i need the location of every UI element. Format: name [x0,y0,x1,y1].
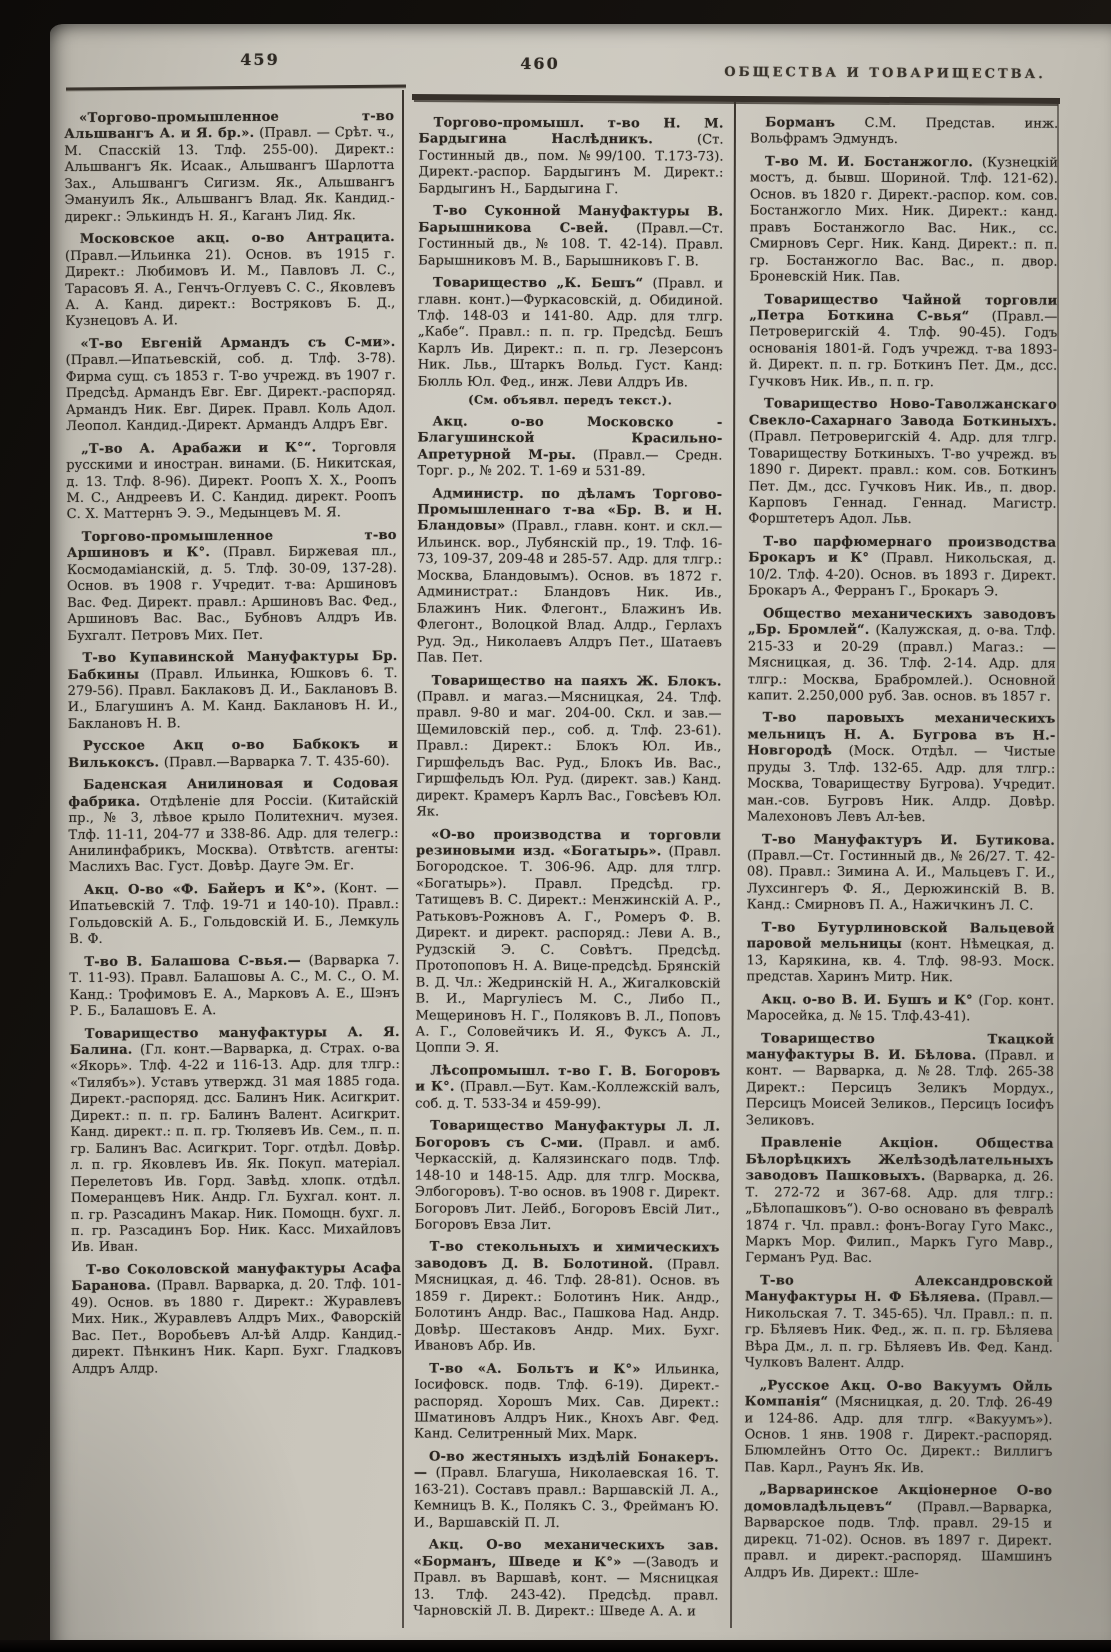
directory-entry: «Торгово-промышленное т-во Альшвангъ А. и Я. бр.». (Правл. — Срѣт. ч., М. Спасскій 13. Тлф. 255-00). Директ.: Альшвангъ Як. Исаак., Альшвангъ Шарлотта Зах., Альшвангъ Сигизм. Як., Альшвангъ Эмануилъ Як., Альшвангъ Влад. Як. Кандид.-дирекг.: Элькиндъ Н. Я., Каганъ Лид. Як. [64,109,395,225]
entry-company-name: Русское Акц о-во Бабкокъ и Вилькоксъ. [68,737,399,771]
directory-entry: Товарищество Ткацкой мануфактуры В. И. Бѣлова. (Правл. и конт. — Варварка, д. №28. Тлф. 265-38 Директ.: Персицъ Зеликъ Мордух., Персицъ Моисей Зеликов., Персицъ Іосифъ Зеликовъ. [745,1030,1055,1129]
directory-entry: Т-во «А. Больтъ и К°» Ильинка, Іосифовск. подв. Тлф. 6-19). Директ.-распоряд. Хорошъ Мих. Сав. Директ.: Шматиновъ Алдръ Ник., Кнохъ Авг. Фед. Канд. Селитренный Мих. Марк. [414,1361,720,1443]
column-459 [64,109,402,1384]
directory-entry: Акц. О-во механическихъ зав. «Борманъ, Шведе и К°» —(Заводъ и Правл. въ Варшавѣ, конт. — Мясницкая 13. Тлф. 243-42). Предсѣд. правл. Чарновскій Л. В. Директ.: Шведе А. А. и [413,1537,719,1620]
directory-entry: Товарищество мануфактуры А. Я. Балина. (Гл. конт.—Варварка, д. Страх. о-ва «Якорь». Тлф. 4-22 и 116-13. Адр. для тлгр.: «Тилябъ»). Уставъ утвержд. 31 мая 1885 года. Директ.-распоряд. дсс. Балинъ Ник. Асигкрит. Директ.: п. п. гр. Балинъ Валент. Асигкрит. Канд. директ.: п. п. гр. Тюляевъ Ив. Сем., п. п. гр. Балинъ Вас. Асигкрит. Торг. отдѣл. Довѣр. л. п. гр. Яковлевъ Ив. Як. Покуп. матеріал. Перелетовъ Ив. Горд. Завѣд. хлопк. отдѣл. Померанцевъ Ник. Андр. Гл. Бухгал. конт. л. п. гр. Разсадинъ Макар. Ник. Помощн. бухг. л. п. гр. Разсадинъ Бор. Ник. Касс. Михайловъ Ив. Иван. [69,1024,401,1256]
page-number-left: 459 [240,50,280,69]
entry-company-name: Торгово-промышл. т-во Н. М. Бардыгина Наслѣдникъ. [418,115,724,148]
directory-entry: Товарищество „К. Бешъ“ (Правл. и главн. конт.)—Фуркасовскій, д. Обидиной. Тлф. 148-03 и 141-80. Адр. для тлгр. „Кабе“. Правл.: п. п. гр. Предсѣд. Бешъ Карлъ Ив. Директ.: п. п. гр. Лезерсонъ Ник. Льв., Штаркъ Вольд. Густ. Канд: Бюлль Юл. Фед., инж. Леви Алдръ Ив. (См. объявл. передъ текст.). [417,275,724,408]
directory-entry: Товарищество Чайной торговли „Петра Боткина С-вья“ (Правл.— Петроверигскій 4. Тлф. 90-45). Годъ основанія 1801-й. Годъ учрежд. т-ва 1893-й. Директ. п. п. гр. Боткинъ Пет. Дм., дсс. Гучковъ Ник. Ив., п. п. гр. [749,291,1058,390]
entry-company-name: Т-во Мануфактуръ И. Бутикова. [762,831,1056,849]
directory-entry: „Т-во А. Арабажи и К°“. Торговля русскими и иностран. винами. (Б. Никитская, д. 13. Тлф. 8-96). Директ. Роопъ Х. Х., Роопъ М. С., Андреевъ И. С. Кандид. директ. Роопъ С. Х. Маттернъ Э. Э., Медынцевъ М. Я. [66,439,397,523]
entry-company-name: Правленіе Акціон. Общества Бѣлорѣцкихъ Желѣзодѣлательныхъ заводовъ Пашковыхъ. [745,1135,1054,1185]
column-460-right [744,115,1058,1588]
entry-company-name: «Т-во Евгеній Армандъ съ С-ми». [80,334,396,352]
directory-entry: Московское акц. о-во Антрацита. (Правл.—Ильинка 21). Основ. въ 1915 г. Директ.: Любимовъ И. М., Павловъ Л. С., Тарасовъ Я. А., Генчъ-Оглуевъ С. С., Яковлевъ А. А. Канд. директ.: Востряковъ Б. Д., Кузнецовъ А. И. [64,230,396,330]
directory-entry: Торгово-промышл. т-во Н. М. Бардыгина Наслѣдникъ. (Ст. Гостинный дв., пом. №99/100. Т.173-73). Директ.-распор. Бардыгинъ М. Директ.: Бардыгинъ Н., Бардыгина Г. [418,115,724,197]
entry-company-name: Баденская Анилиновая и Содовая фабрика. [68,776,399,810]
directory-entry: Т-во Купавинской Мануфактуры Бр. Бабкины (Правл. Ильинка, Юшковъ 6. Т. 279-56). Правл. Баклаковъ Д. И., Баклановъ В. И., Благушинъ А. М. Канд. Баклановъ Н. И., Баклановъ Н. В. [67,649,398,732]
directory-entry: Т-во Александровской Мануфактуры Н. Ф Бѣляева. (Правл.—Никольская 7. Т. 345-65). Чл. Правл.: п. п. гр. Бѣляевъ Ник. Фед., ж. п. п. гр. Бѣляева Вѣра Дм., л. п. гр. Бѣляевъ Ив. Фед. Канд. Чулковъ Валент. Алдр. [744,1273,1054,1372]
entry-company-name: «О-во производства и торговли резиновыми изд. «Богатырь». [416,827,722,860]
entry-company-name: Товарищество на паяхъ Ж. Блокъ. [431,673,722,690]
header-rule-right-page [412,94,1060,104]
directory-entry: Т-во стекольныхъ и химическихъ заводовъ Д. В. Болотиной. (Правл. Мясницкая, д. 46. Тлф. 28-81). Основ. въ 1859 г. Директ.: Болотинъ Ник. Андр., Болотинъ Андр. Вас., Пашкова Над. Андр. Довѣр. Шестаковъ Андр. Мих. Бухг. Ивановъ Абр. Ив. [414,1239,720,1355]
directory-entry: Акц. о-во Московско - Благушинской Красильно-Апретурной М-ры. (Правл.— Средн. Торг. р., № 202. Т. 1-69 и 531-89. [417,414,723,480]
entry-company-name: Борманъ [765,115,836,131]
directory-entry: Администр. по дѣламъ Торгово-Промышленнаго т-ва «Бр. В. и Н. Бландовы» (Правл., главн. конт. и скл.—Ильинск. вор., Лубянскій пр., 19. Тлф. 16-73, 109-37, 209-48 и 285-57. Адр. для тлгр.: Москва, Бландовымъ). Основ. въ 1872 г. Администрат.: Бландовъ Ник. Ив., Блажинъ Ник. Флегонт., Блажинъ Ив. Флегонт., Волоцкой Влад. Алдр., Герлахъ Руд. Эд., Николаевъ Алдръ Пет., Шатаевъ Пав. Пет. [416,486,723,666]
page-divider-line [402,90,404,1628]
directory-entry: Лѣсопромышл. т-во Г. В. Богоровъ и К°. (Правл.—Бут. Кам.-Коллежскій валъ, соб. д. Т. 533-34 и 459-99). [415,1063,721,1112]
directory-entry: Акц. о-во В. И. Бушъ и К° (Гор. конт. Маросейка, д. № 15. Тлф.43-41). [746,992,1055,1025]
directory-entry: Общество механическихъ заводовъ „Бр. Бромлей“. (Калужская, д. о-ва. Тлф. 215-33 и 20-29 (правл.) Магаз.: —Мясницкая, д. 36. Тлф. 2-14. Адр. для тлгр.: Москва, Брабромлей.). Основной капит. 2.250,000 руб. Зав. основ. въ 1857 г. [747,606,1057,705]
entry-company-name: Т-во стекольныхъ и химическихъ заводовъ Д. В. Болотиной. [414,1239,720,1273]
entry-company-name: Лѣсопромышл. т-во Г. В. Богоровъ и К°. [415,1063,721,1095]
directory-entry: Товарищество Ново-Таволжанскаго Свекло-Сахарнаго Завода Боткиныхъ. (Правл. Петроверигскій 4. Адр. для тлгр. Товариществу Боткиныхъ. Т-во учрежд. въ 1890 г. Директ. правл.: ком. сов. Боткинъ Пет. Дм., дсс. Гучковъ Ник. Ив., п. двор. Карповъ Геннад. Геннад. Магистр. Форштетеръ Адол. Льв. [748,396,1057,528]
entry-company-name: „Варваринское Акціонерное О-во домовладѣльцевъ“ [744,1482,1053,1515]
entry-company-name: Т-во М. И. Бостанжогло. [764,154,974,171]
entry-company-name: Т-во парфюмернаго производства Брокаръ и К° [748,534,1057,567]
directory-entry: Торгово-промышленное т-во Аршиновъ и К°. (Правл. Биржевая пл., Космодаміанскій, д. 5. Тлф. 30-09, 137-28). Основ. въ 1908 г. Учредит. т-ва: Аршиновъ Вас. Фед. Директ. правл.: Аршиновъ Вас. Фед., Аршиновъ Вас. Вас., Бубновъ Алдръ Ив. Бухгалт. Петровъ Мих. Пет. [66,527,398,644]
entry-company-name: Акц. о-во В. И. Бушъ и К° [761,992,973,1008]
entry-company-name: Товарищество Ново-Таволжанскаго Свекло-Сахарнаго Завода Боткиныхъ. [748,396,1057,430]
entry-company-name: Акц. о-во Московско - Благушинской Красильно-Апретурной М-ры. [417,414,723,463]
directory-entry: Правленіе Акціон. Общества Бѣлорѣцкихъ Желѣзодѣлательныхъ заводовъ Пашковыхъ. (Варварка, д. 26. Т. 272-72 и 367-68. Адр. для тлгр.: „Бѣлопашковъ“). О-во основано въ февралѣ 1874 г. Чл. правл.: фонъ-Вогау Гуго Макс., Маркъ Мор. Филип., Маркъ Гуго Мавр., Германъ Руд. Вас. [745,1135,1054,1267]
entry-company-name: Московское акц. о-во Антрацита. [79,230,395,248]
running-title: ОБЩЕСТВА И ТОВАРИЩЕСТВА. [724,64,1046,83]
column-460-left [413,115,723,1626]
entry-company-name: Акц. О-во механическихъ зав. «Борманъ, Шведе и К°» [413,1537,719,1570]
entry-company-name: „Русское Акц. О-во Вакуумъ Ойль Компанія“ [744,1378,1053,1410]
entry-company-name: Товарищество „К. Бешъ“ [433,275,644,292]
entry-company-name: Т-во Бутурлиновской Вальцевой паровой мельницы [746,920,1055,953]
directory-entry: «О-во производства и торговли резиновыми изд. «Богатырь». (Правл. Богородское. Т. 306-96. Адр. для тлгр. «Богатырь»). Правл. Предсѣд. гр. Татищевъ В. С. Директ.: Менжинскій А. Р., Ратьковъ-Рожновъ А. Г., Ромеръ Ф. В. Директ. и директ. распоряд.: Леви А. В., Рудзскій Э. С. Совѣтъ. Предсѣд. Протопоповъ Н. А. Вице-предсѣд. Брянскій В. Д. Чл.: Жедринскій Н. А., Жигалковскій В. И., Маргуліесъ М. С., Либо П., Мещериновъ Н. Г., Поляковъ В. Л., Поповъ А. Г., Соловейчикъ И. Я., Фуксъ А. Л., Цоппи Э. Я. [415,827,722,1057]
directory-entry: Борманъ С.М. Представ. инж. Вольфрамъ Эдмундъ. [750,115,1059,148]
entry-company-name: «Торгово-промышленное т-во Альшвангъ А. и Я. бр.». [64,109,395,143]
page-number-right: 460 [520,54,560,73]
entry-company-name: Торгово-промышленное т-во Аршиновъ и К°. [66,527,397,562]
entry-company-name: Общество механическихъ заводовъ „Бр. Бромлей“. [747,606,1057,639]
directory-entry: Т-во Соколовской мануфактуры Асафа Баранова. (Правл. Варварка, д. 20. Тлф. 101-49). Основ. въ 1880 г. Директ.: Журавлевъ Мих. Ник., Журавлевъ Алдръ Мих., Фаворскій Вас. Пет., Воробьевъ Ал-ѣй Алдр. Кандид.-директ. Пѣнкинъ Ник. Карп. Бухг. Гладковъ Алдръ Алдр. [71,1260,402,1377]
directory-entry: Т-во Мануфактуръ И. Бутикова. (Правл.—Ст. Гостинный дв., № 26/27. Т. 42-08). Правл.: Зимина А. И., Мальцевъ Г. И., Лухсингеръ Ф. Я., Дерюжинскій В. В. Канд.: Смирновъ П. А., Нажичкинъ Л. С. [746,831,1056,914]
entry-company-name: Т-во Суконной Мануфактуры В. Барышникова С-вей. [418,203,724,236]
entry-company-name: Т-во Соколовской мануфактуры Асафа Баранова. [71,1260,402,1295]
entry-company-name: Акц. О-во «Ф. Байеръ и К°». [83,881,326,898]
directory-entry: Т-во В. Балашова С-вья.— (Варварка 7. Т. 11-93). Правл. Балашовы А. С., М. С., О. М. Канд.: Трофимовъ Е. А., Марковъ А. Е., Шэнъ Р. Б., Балашовъ Е. А. [69,952,400,1020]
directory-entry: Русское Акц о-во Бабкокъ и Вилькоксъ. (Правл.—Варварка 7. Т. 435-60). [68,737,399,771]
directory-entry: Товарищество на паяхъ Ж. Блокъ. (Правл. и магаз.—Мясницкая, 24. Тлф. правл. 9-80 и маг. 204-00. Скл. и зав.—Щемиловскій пер., соб. д. Тлф. 23-61). Правл.: Директ.: Блокъ Юл. Ив., Гиршфельдъ Вас. Руд., Блокъ Ив. Вас., Гиршфельдъ Юл. Руд. (директ. зав.) Канд. директ. Крамеръ Карлъ Вас., Говсѣевъ Юл. Як. [416,673,722,820]
directory-entry: Акц. О-во «Ф. Байеръ и К°». (Конт. —Ипатьевскій 7. Тлф. 19-71 и 140-10). Правл.: Гольдовскій А. Б., Гольдовскій И. Б., Лемкуль В. Ф. [68,880,400,948]
entry-company-name: Администр. по дѣламъ Торгово-Промышленнаго т-ва «Бр. В. и Н. Бландовы» [417,486,723,535]
directory-entry: «Т-во Евгеній Армандъ съ С-ми». (Правл.—Ипатьевскій, соб. д. Тлф. 3-78). Фирма сущ. съ 1853 г. Т-во учрежд. въ 1907 г. Предсѣд. Армандъ Евг. Евг. Директ.-распоряд. Армандъ Ник. Евг. Дирек. Правл. Коль Адол. Леопол. Кандид.-Директ. Армандъ Алдръ Евг. [65,334,396,435]
entry-company-name: „Т-во А. Арабажи и К°“. [81,440,317,457]
directory-entry: „Варваринское Акціонерное О-во домовладѣльцевъ“ (Правл.—Варварка, Варварское подв. Тлф. правл. 29-15 и дирекц. 71-02). Основ. въ 1897 г. Директ. правл. и директ.-распоряд. Шамшинъ Алдръ Ив. Директ.: Шле- [743,1482,1053,1581]
entry-company-name: Товарищество Ткацкой мануфактуры В. И. Бѣлова. [746,1030,1055,1064]
directory-entry: Т-во М. И. Бостанжогло. (Кузнецкій мостъ, д. бывш. Шориной. Тлф. 121-62). Основ. въ 1820 г. Директ.-распор. ком. сов. Бостанжогло Мих. Ник. Директ.: канд. правъ Бостанжогло Вас. Ник., сс. Смирновъ Серг. Ник. Канд. Директ.: п. п. гр. Бостанжогло Вас. Вас., п. двор. Броневскій Ник. Пав. [749,154,1059,286]
directory-entry: Т-во Суконной Мануфактуры В. Барышникова С-вей. (Правл.—Ст. Гостинный дв., № 108. Т. 42-14). Правл. Барышниковъ М. В., Барышниковъ Г. В. [418,203,724,270]
entry-company-name: Товарищество Мануфактуры Л. Л. Богоровъ съ С-ми. [415,1118,721,1151]
book-page-paper [50,24,1111,1642]
entry-company-name: Т-во «А. Больтъ и К°» [429,1361,641,1377]
directory-entry: О-во жестяныхъ издѣлій Бонакеръ.— (Правл. Благуша, Николаевская 16. Т. 163-21). Составъ правл.: Варшавскій Л. А., Кемницъ В. К., Полякъ С. З., Фрейманъ Ю. И., Варшавскій П. Л. [413,1449,719,1531]
entry-company-name: Т-во В. Балашова С-вья.— [84,953,301,970]
entry-company-name: Товарищество мануфактуры А. Я. Балина. [69,1024,400,1059]
entry-company-name: Товарищество Чайной торговли „Петра Боткина С-вья“ [749,291,1058,325]
entry-company-name: Т-во паровыхъ механическихъ мельницъ Н. А. Бугрова въ Н.-Новгородѣ [747,710,1056,760]
entry-company-name: О-во жестяныхъ издѣлій Бонакеръ.— [413,1449,719,1481]
directory-entry: Баденская Анилиновая и Содовая фабрика. Отдѣленіе для Россіи. (Китайскій пр., № 3, лѣвое крыло Политехнич. музея. Тлф. 11-11, 204-77 и 338-86. Адр. для телегр.: Анилинфабрикъ, Москва). Отвѣтств. агенты: Маслихъ Вас. Густ. Довѣр. Дауге Эм. Ег. [68,776,399,876]
entry-company-name: Т-во Александровской Мануфактуры Н. Ф Бѣляева. [745,1273,1054,1306]
header-rule-left-page [66,85,406,91]
directory-entry: Товарищество Мануфактуры Л. Л. Богоровъ съ С-ми. (Правл. и амб. Черкасскій, д. Калязинскаго подв. Тлф. 148-10 и 148-15. Адр. для тлгр. Москва, Элбогоровъ). Т-во основ. въ 1908 г. Директ. Богоровъ Лит. Лейб., Богоровъ Евсій Лит., Богоровъ Евза Лит. [414,1118,721,1233]
directory-entry: „Русское Акц. О-во Вакуумъ Ойль Компанія“ (Мясницкая, д. 20. Тлф. 26-49 и 124-86. Адр. для тлгр. «Вакуумъ»). Основ. 1 янв. 1908 г. Директ.-распоряд. Блюмлейнъ Отто Ос. Директ.: Виллигъ Пав. Карл., Раунъ Як. Ив. [744,1378,1053,1476]
entry-company-name: Т-во Купавинской Мануфактуры Бр. Бабкины [67,649,398,683]
directory-entry: Т-во паровыхъ механическихъ мельницъ Н. А. Бугрова въ Н.-Новгородѣ (Моск. Отдѣл. — Чистые пруды 3. Тлф. 132-65. Адр. для тлгр.: Москва, Товариществу Бугрова). Учредит. ман.-сов. Бугровъ Ник. Алдр. Довѣр. Малехоновъ Левъ Ал-ѣев. [747,710,1056,826]
entry-advert-note: (См. объявл. передъ текст.). [468,392,673,408]
directory-entry: Т-во парфюмернаго производства Брокаръ и К° (Правл. Никольская, д. 10/2. Тлф. 4-20). Основ. въ 1893 г. Директ. Брокаръ А., Ферранъ Г., Брокаръ Э. [748,534,1057,600]
column-divider-line [730,102,736,1628]
directory-entry: Т-во Бутурлиновской Вальцевой паровой мельницы (конт. Нѣмецкая, д. 13, Карякина, кв. 4. Тлф. 98-93. Моск. представ. Харинъ Митр. Ник. [746,920,1055,986]
photo-bottom-edge [0,1640,1111,1652]
